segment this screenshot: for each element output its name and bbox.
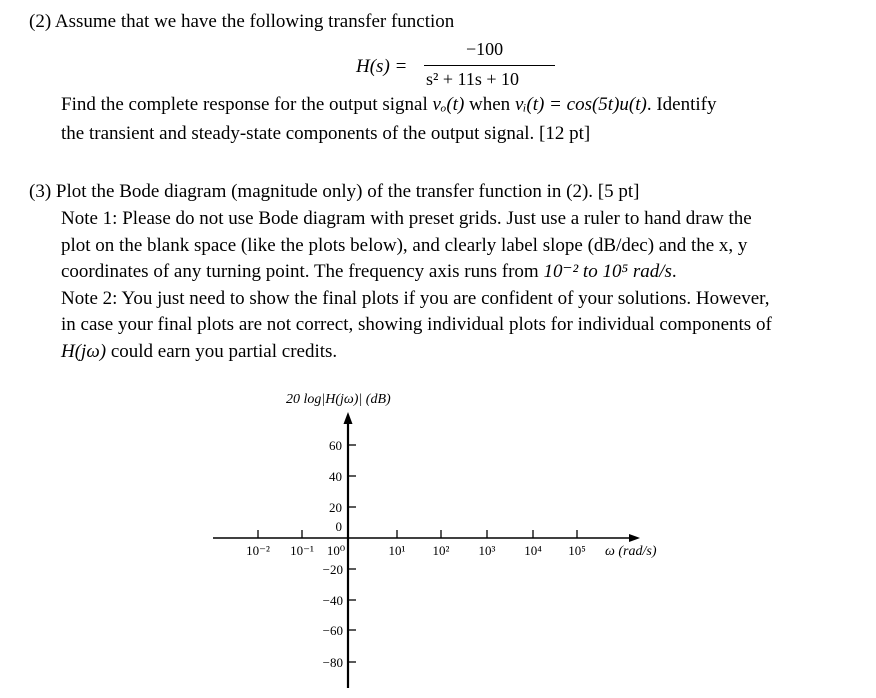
x-tick-label: 10³ bbox=[478, 543, 496, 558]
x-tick-label: 10⁴ bbox=[524, 543, 542, 558]
y-tick-label: 40 bbox=[329, 469, 342, 484]
problem3-heading: (3) Plot the Bode diagram (magnitude only) of the transfer function in (2). [5 pt] bbox=[29, 181, 640, 202]
note2-line2: in case your final plots are not correct, showing individual plots for individual components of bbox=[61, 314, 772, 335]
bode-y-axis-label: 20 log|H(jω)| (dB) bbox=[286, 392, 391, 407]
problem2-heading: (2) Assume that we have the following transfer function bbox=[29, 11, 455, 32]
transfer-function-numerator: −100 bbox=[466, 39, 504, 59]
problem2-line2: the transient and steady-state components of the output signal. [12 pt] bbox=[61, 123, 591, 144]
x-tick-label: 10⁰ bbox=[326, 543, 346, 558]
note2-line3-suffix: could earn you partial credits. bbox=[106, 341, 338, 362]
output-signal-symbol: vₒ(t) bbox=[432, 94, 465, 115]
y-tick-label: 0 bbox=[335, 519, 342, 534]
y-tick-label: −80 bbox=[322, 655, 343, 670]
note1-line3-prefix: coordinates of any turning point. The frequency axis runs from bbox=[61, 261, 544, 282]
hjw-symbol: H(jω) bbox=[61, 341, 107, 362]
y-tick-label: 20 bbox=[329, 500, 342, 515]
problem2-line1-when: when bbox=[464, 94, 515, 115]
transfer-function-denominator: s² + 11s + 10 bbox=[426, 69, 520, 89]
note1-line2: plot on the blank space (like the plots below), and clearly label slope (dB/dec) and the x, y bbox=[61, 235, 748, 256]
x-tick-label: 10⁻² bbox=[246, 543, 270, 558]
note1-line1: Note 1: Please do not use Bode diagram with preset grids. Just use a ruler to hand draw the bbox=[61, 208, 752, 229]
note2-line1: Note 2: You just need to show the final plots if you are confident of your solutions. However, bbox=[61, 288, 770, 309]
bode-x-axis-label: ω (rad/s) bbox=[605, 544, 657, 559]
y-tick-label: 60 bbox=[329, 438, 342, 453]
problem2-line1-suffix: . Identify bbox=[646, 94, 717, 115]
y-tick-label: −40 bbox=[322, 593, 343, 608]
x-tick-label: 10⁻¹ bbox=[290, 543, 314, 558]
x-tick-label: 10² bbox=[432, 543, 450, 558]
frequency-range: 10⁻² to 10⁵ rad/s bbox=[543, 261, 672, 282]
x-tick-label: 10⁵ bbox=[568, 543, 586, 558]
problem2-line1-prefix: Find the complete response for the output signal bbox=[61, 94, 433, 115]
x-axis-arrow-icon bbox=[629, 534, 640, 542]
y-axis-arrow-icon bbox=[344, 412, 353, 424]
input-signal-expression: vᵢ(t) = cos(5t)u(t) bbox=[514, 94, 647, 115]
y-tick-label: −60 bbox=[322, 623, 343, 638]
y-tick-label: −20 bbox=[322, 562, 343, 577]
transfer-function-lhs: H(s) = bbox=[356, 56, 408, 77]
x-tick-label: 10¹ bbox=[388, 543, 406, 558]
note1-line3-suffix: . bbox=[671, 261, 677, 282]
